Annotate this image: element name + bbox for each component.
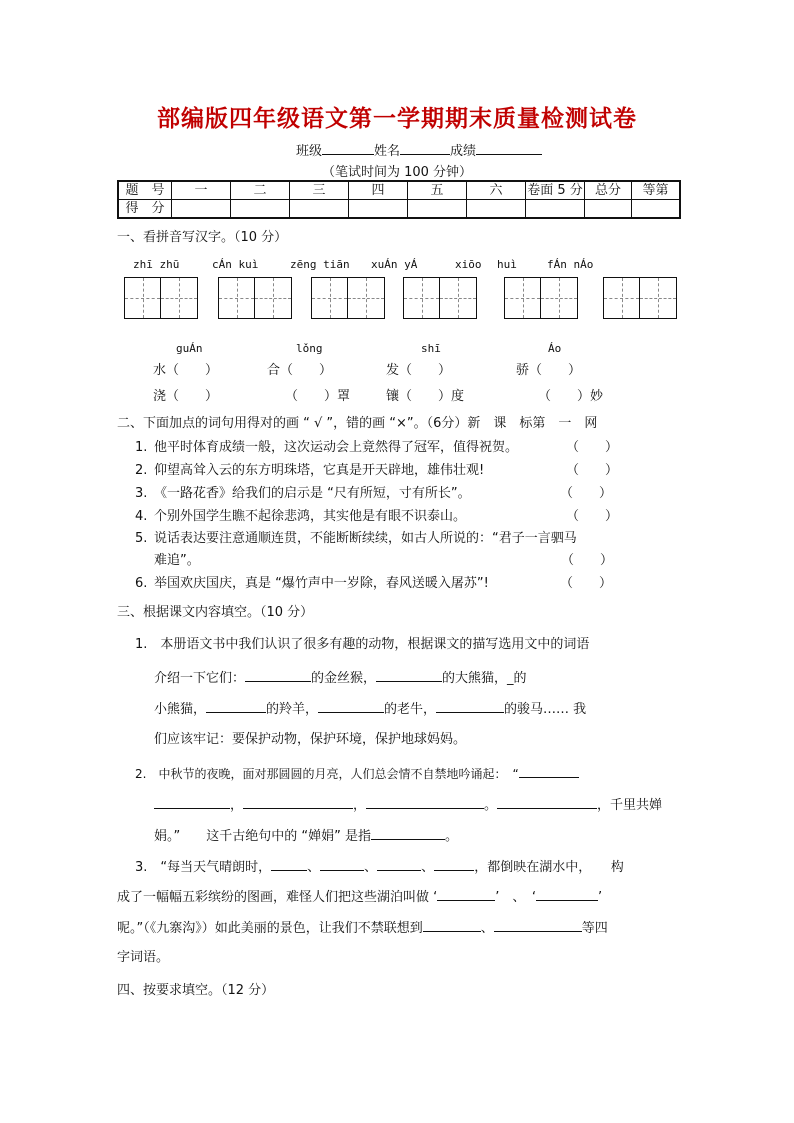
page-title: 部编版四年级语文第一学期期末质量检测试卷	[157, 105, 637, 132]
score-table-header-row	[118, 181, 680, 200]
score-cell[interactable]	[408, 200, 467, 219]
answer-blank[interactable]	[154, 795, 230, 809]
question-text: 个别外国学生瞧不起徐悲鸿，其实他是有眼不识泰山。	[154, 509, 467, 524]
question-text: 的大熊猫，_的	[442, 671, 527, 686]
writing-grid[interactable]	[218, 277, 292, 319]
question-text: 的羚羊，	[266, 702, 319, 717]
score-cell[interactable]	[172, 200, 231, 219]
writing-grid[interactable]	[311, 277, 385, 319]
answer-blank[interactable]	[436, 699, 504, 713]
score-cell[interactable]	[231, 200, 290, 219]
pinyin-label: huì	[497, 258, 517, 271]
score-table-score-row	[118, 200, 680, 219]
grid-cell[interactable]	[440, 278, 476, 318]
word-fill[interactable]: 浇（ ）	[153, 389, 219, 404]
pinyin-label: fÁn nÁo	[547, 258, 594, 271]
section1-heading: 一、看拼音写汉字。（10 分）	[117, 230, 288, 245]
word-fill[interactable]: 发（ ）	[386, 363, 452, 378]
grid-cell[interactable]	[604, 278, 640, 318]
answer-paren[interactable]: （ ）	[560, 486, 613, 501]
pinyin-label: zēng tiān	[290, 258, 350, 271]
answer-blank[interactable]	[206, 699, 266, 713]
score-cell[interactable]	[467, 200, 526, 219]
question-number: 4.	[135, 509, 148, 524]
section4-heading: 四、按要求填空。（12 分）	[117, 983, 275, 998]
question-line	[154, 668, 527, 688]
question-text: ’	[598, 890, 603, 905]
class-label: 班级	[296, 144, 323, 159]
pinyin-label: lǒng	[296, 342, 323, 355]
pinyin-label: zhī zhū	[133, 258, 180, 271]
writing-grid[interactable]	[403, 277, 477, 319]
score-cell[interactable]	[632, 200, 681, 219]
table-cell: 得 分	[118, 200, 172, 219]
grid-cell[interactable]	[348, 278, 384, 318]
grid-cell[interactable]	[505, 278, 541, 318]
question-text: 字词语。	[117, 950, 170, 965]
answer-blank[interactable]	[377, 857, 421, 871]
question-text: 小熊猫，	[154, 702, 207, 717]
table-cell: 五	[408, 181, 467, 200]
answer-paren[interactable]: （ ）	[566, 463, 619, 478]
grid-cell[interactable]	[219, 278, 255, 318]
question-line: 3. “每当天气晴朗时， 、 、 、 ，都倒映在湖水中， 构	[135, 857, 624, 877]
question-line	[117, 887, 602, 907]
question-line: 呢。”（《九寨沟》）如此美丽的景色，让我们不禁联想到 、 等四	[117, 918, 608, 938]
answer-blank[interactable]	[437, 887, 495, 901]
question-text: 说话表达要注意通顺连贯，不能断断续续，如古人所说的：“君子一言驷马	[154, 531, 577, 546]
question-text: 3. “每当天气晴朗时，	[135, 860, 272, 875]
name-field[interactable]	[400, 142, 450, 155]
question-number: 3.	[135, 486, 148, 501]
answer-paren[interactable]: （ ）	[566, 440, 619, 455]
class-field[interactable]	[322, 142, 374, 155]
question-text: 们应该牢记：要保护动物，保护环境，保护地球妈妈。	[154, 732, 467, 747]
question-text: 难追”。	[154, 553, 200, 568]
answer-blank[interactable]	[494, 918, 582, 932]
question-text: ，都倒映在湖水中， 构	[474, 860, 624, 875]
answer-blank[interactable]	[434, 857, 474, 871]
answer-blank[interactable]	[497, 795, 597, 809]
word-fill[interactable]: 镶（ ）度	[386, 389, 465, 404]
table-cell: 四	[349, 181, 408, 200]
word-fill[interactable]: 水（ ）	[153, 363, 219, 378]
question-text: 仰望高耸入云的东方明珠塔，它真是开天辟地，雄伟壮观!	[154, 463, 485, 478]
table-cell: 六	[467, 181, 526, 200]
answer-paren[interactable]: （ ）	[561, 553, 614, 568]
section2-heading: 二、下面加点的词句用得对的画 “ √ ”，错的画 “×”。（6分）新 课 标第 一 网	[117, 416, 598, 431]
answer-blank[interactable]	[519, 764, 579, 778]
score-cell[interactable]	[585, 200, 632, 219]
question-text: 他平时体育成绩一般，这次运动会上竟然得了冠军，值得祝贺。	[154, 440, 519, 455]
answer-blank[interactable]	[271, 857, 307, 871]
answer-blank[interactable]	[423, 918, 481, 932]
score-cell[interactable]	[290, 200, 349, 219]
section3-heading: 三、根据课文内容填空。（10 分）	[117, 605, 314, 620]
answer-blank[interactable]	[536, 887, 598, 901]
writing-grid[interactable]	[124, 277, 198, 319]
word-fill[interactable]: 合（ ）	[267, 363, 333, 378]
question-text: 娟。” 这千古绝句中的 “婵娟” 是指	[154, 829, 371, 844]
question-line	[135, 764, 579, 783]
question-line	[154, 699, 586, 719]
table-cell: 卷面 5 分	[527, 183, 583, 198]
pinyin-label: xiōo	[455, 258, 482, 271]
table-cell: 一	[172, 181, 231, 200]
question-number: 2.	[135, 463, 148, 478]
pinyin-label: Áo	[548, 342, 562, 355]
question-text: 的骏马…… 我	[504, 702, 587, 717]
grid-cell[interactable]	[125, 278, 161, 318]
question-text: 《一路花香》给我们的启示是 “尺有所短，寸有所长”。	[154, 486, 471, 501]
word-fill[interactable]: （ ）妙	[538, 389, 604, 404]
question-line: 娟。” 这千古绝句中的 “婵娟” 是指 。	[154, 826, 458, 846]
answer-paren[interactable]: （ ）	[560, 576, 613, 591]
grade-label: 成绩	[450, 144, 477, 159]
writing-grid[interactable]	[504, 277, 578, 319]
question-text: 成了一幅幅五彩缤纷的图画，难怪人们把这些湖泊叫做 ‘	[117, 890, 438, 905]
answer-blank[interactable]	[318, 699, 384, 713]
table-cell: 题 号	[118, 181, 172, 200]
question-text: 的金丝猴，	[311, 671, 377, 686]
grid-cell[interactable]	[404, 278, 440, 318]
question-text: 的老牛，	[384, 702, 437, 717]
table-cell: 二	[231, 181, 290, 200]
word-fill[interactable]: 骄（ ）	[516, 363, 582, 378]
grid-cell[interactable]	[255, 278, 291, 318]
pinyin-label: xuÁn yÁ	[371, 258, 418, 271]
grade-field[interactable]	[476, 142, 542, 155]
table-cell: 三	[290, 181, 349, 200]
question-text: 等四	[581, 921, 608, 936]
pinyin-label: cÁn kuì	[212, 258, 259, 271]
time-note: （笔试时间为 100 分钟）	[321, 165, 473, 180]
grid-cell[interactable]	[640, 278, 676, 318]
question-line: ， ， 。 ，千里共婵	[154, 795, 662, 815]
question-number: 5.	[135, 531, 148, 546]
question-text: 2. 中秋节的夜晚，面对那圆圆的月亮，人们总会情不自禁地吟诵起： “	[135, 767, 519, 781]
question-text: 1. 本册语文书中我们认识了很多有趣的动物，根据课文的描写选用文中的词语	[135, 637, 590, 652]
question-text: 呢。”（《九寨沟》）如此美丽的景色，让我们不禁联想到	[117, 921, 423, 936]
question-number: 6.	[135, 576, 148, 591]
question-text: 介绍一下它们：	[154, 671, 246, 686]
question-text: ’ 、 ‘	[495, 890, 537, 905]
answer-blank[interactable]	[371, 826, 445, 840]
answer-blank[interactable]	[320, 857, 364, 871]
grid-cell[interactable]	[541, 278, 577, 318]
answer-blank[interactable]	[366, 795, 484, 809]
pinyin-label: guÁn	[176, 342, 203, 355]
answer-blank[interactable]	[243, 795, 353, 809]
answer-blank[interactable]	[376, 668, 442, 682]
score-cell[interactable]	[526, 200, 585, 219]
question-text: 举国欢庆国庆，真是 “爆竹声中一岁除，春风送暖入屠苏”!	[154, 576, 489, 591]
grid-cell[interactable]	[161, 278, 197, 318]
question-number: 1.	[135, 440, 148, 455]
answer-paren[interactable]: （ ）	[566, 509, 619, 524]
student-info	[296, 140, 542, 159]
word-fill[interactable]: （ ）罩	[285, 389, 351, 404]
writing-grid[interactable]	[603, 277, 677, 319]
score-table	[117, 180, 681, 219]
table-cell: 等第	[632, 181, 681, 200]
table-cell: 总分	[585, 181, 632, 200]
name-label: 姓名	[374, 144, 401, 159]
score-cell[interactable]	[349, 200, 408, 219]
answer-blank[interactable]	[245, 668, 311, 682]
pinyin-label: shī	[421, 342, 441, 355]
grid-cell[interactable]	[312, 278, 348, 318]
question-text: ，千里共婵	[597, 798, 663, 813]
